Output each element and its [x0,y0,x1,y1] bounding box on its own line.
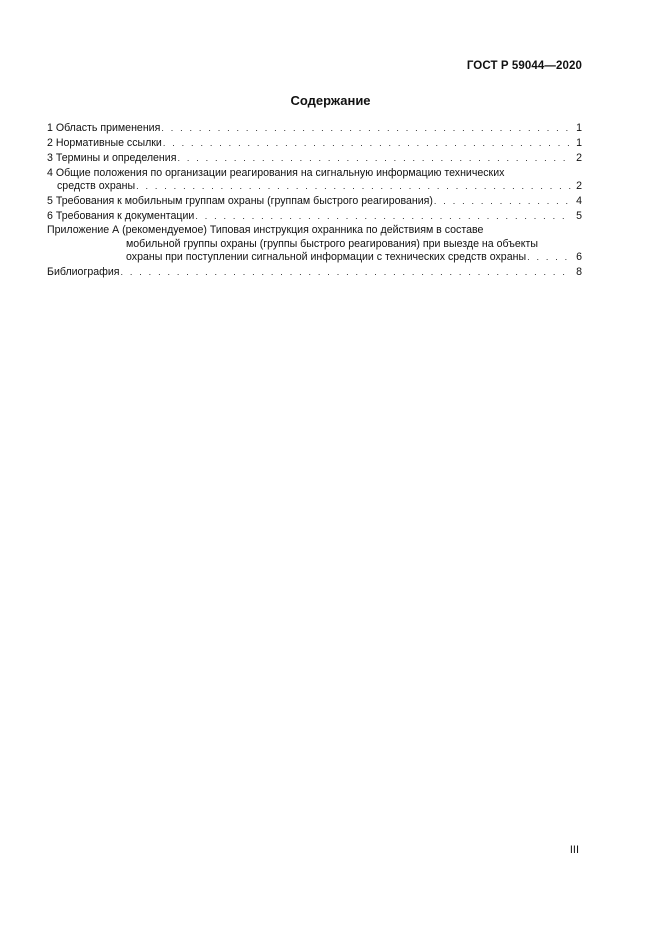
toc-page-number: 5 [576,209,582,222]
toc-page-number: 2 [576,151,582,164]
toc-page-number: 1 [576,122,582,134]
toc-entry-documentation[interactable] [47,210,582,223]
toc-entry-text: 3 Термины и определения [47,151,177,164]
toc-entry-mobile-groups[interactable] [47,195,582,208]
dot-leader [177,152,571,165]
toc-entry-text: 6 Требования к документации [47,209,195,222]
toc-entry-text-continued: мобильной группы охраны (группы быстрого реагирования) при выезде на объекты [126,237,538,250]
toc-entry-terms[interactable] [47,152,582,165]
toc-page-number: 6 [576,250,582,263]
toc-entry-text: Приложение А (рекомендуемое) Типовая инструкция охранника по действиям в составе [47,224,484,237]
dot-leader [120,266,571,279]
page-title: Содержание [290,93,371,108]
toc-entry-text: 5 Требования к мобильным группам охраны (группам быстрого реагирования) [47,194,433,207]
toc-entry-text: Библиография [47,265,120,278]
dot-leader [136,180,571,193]
dot-leader [195,210,571,223]
toc-entry-text: 1 Область применения [47,122,161,134]
dot-leader [527,251,571,264]
toc-entry-text: 2 Нормативные ссылки [47,136,162,149]
toc-page-number: 2 [576,179,582,192]
toc-entry-scope[interactable] [47,122,582,135]
toc-entry-text-continued: охраны при поступлении сигнальной информации с технических средств охраны [126,250,527,263]
dot-leader [161,122,571,135]
toc-entry-bibliography[interactable] [47,266,582,279]
toc-entry-text: 4 Общие положения по организации реагирования на сигнальную информацию технических [47,166,505,179]
dot-leader [434,195,571,208]
table-of-contents [47,122,582,280]
toc-entry-general-provisions[interactable] [47,167,582,193]
toc-page-number: 1 [576,136,582,149]
dot-leader [163,137,571,150]
standard-designation: ГОСТ Р 59044—2020 [466,60,582,72]
toc-page-number: 8 [576,265,582,278]
toc-page-number: 4 [576,194,582,207]
toc-entry-text-continued: средств охраны [57,179,136,192]
toc-entry-appendix-a[interactable] [47,224,582,263]
toc-entry-normative-references[interactable] [47,137,582,150]
page-number: III [569,844,579,856]
